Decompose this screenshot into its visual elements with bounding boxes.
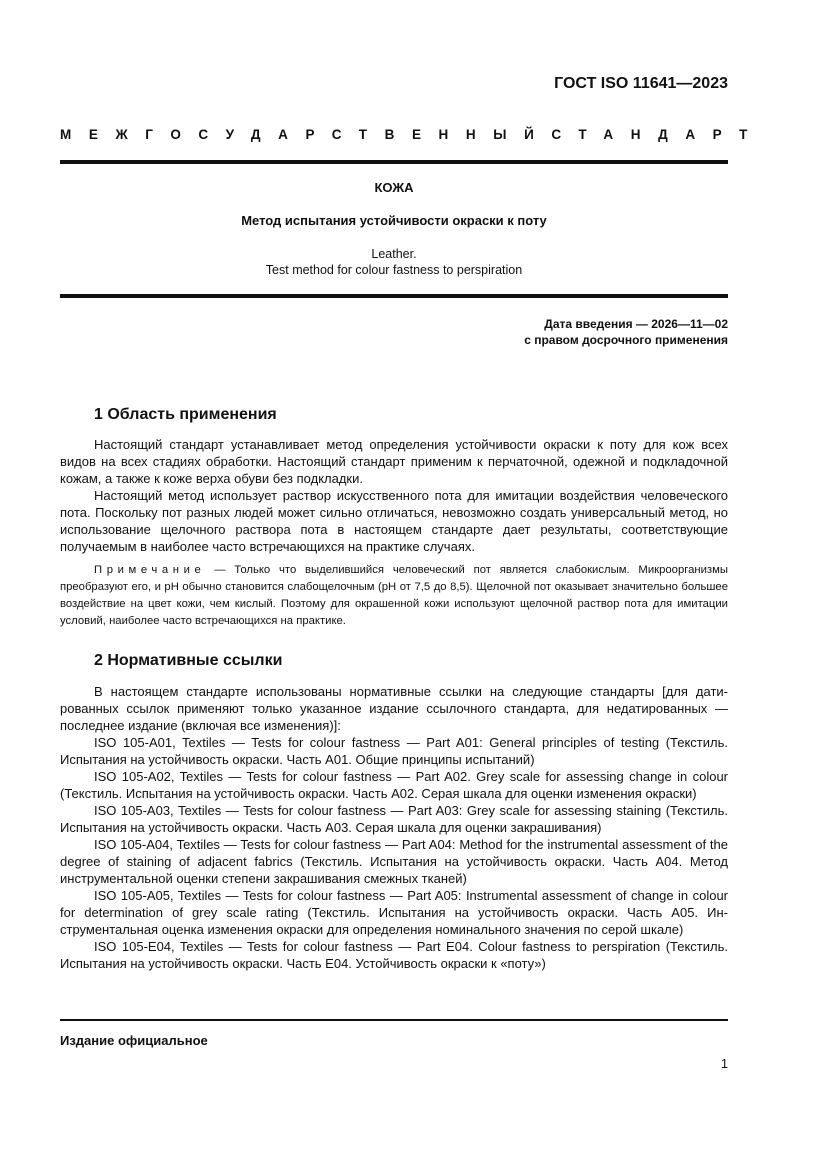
introduction-date — [524, 316, 728, 348]
section-1-paragraph: Настоящий метод использует раствор искусственного пота для имитации воздействия человеческого пота. Поскольку пот разных людей может сильно отличаться, невозможно создать универсальный метод, но использование щелочного раствора пота в настоящем стандарте дает результаты, соответствующие получаемым в наиболее часто встречающихся на практике случаях. — [60, 488, 728, 554]
reference-item: ISO 105-A01, Textiles — Tests for colour fastness — Part A01: General principles of testing (Текстиль. Испытания на устойчивость окраски. Часть A01. Общие принципы испытаний) — [60, 735, 728, 767]
banner-word-interstate: МЕЖГОСУДАРСТВЕННЫЙ — [60, 127, 552, 142]
document-number: ГОСТ ISO 11641—2023 — [554, 75, 728, 92]
reference-item: ISO 105-A04, Textiles — Tests for colour fastness — Part A04: Method for the instrumental assessment of the degree of staining of adjacent fabrics (Текстиль. Испытания на устойчивость окраски. Часть A04. Метод инструментальной оценки степени закрашивания смежных тканей) — [60, 837, 728, 886]
reference-item: ISO 105-A03, Textiles — Tests for colour fastness — Part A03: Grey scale for assessing staining (Текстиль. Испытания на устойчивость окраски. Часть A03. Серая шкала для оценки закрашивания) — [60, 803, 728, 835]
introduction-date-line1: Дата введения — 2026—11—02 — [544, 317, 728, 331]
interstate-standard-banner — [60, 127, 765, 142]
reference-item: ISO 105-A02, Textiles — Tests for colour fastness — Part A02. Grey scale for assessing change in colour (Текстиль. Испытания на устойчивость окраски. Часть A02. Серая шкала для оценки изменения окраски) — [60, 769, 728, 801]
introduction-date-line2: с правом досрочного применения — [524, 333, 728, 347]
section-2-body — [60, 683, 728, 972]
footer-divider — [60, 1019, 728, 1021]
banner-word-standard: СТАНДАРТ — [551, 127, 765, 142]
document-subtitle: Метод испытания устойчивости окраски к поту — [241, 213, 547, 228]
english-title-line2: Test method for colour fastness to perspiration — [265, 263, 523, 277]
title-divider — [60, 294, 728, 298]
reference-item: ISO 105-A05, Textiles — Tests for colour fastness — Part A05: Instrumental assessment of change in colour for determination of grey scale rating (Текстиль. Испытания на устойчивость окраски. Часть A05. Инструментальная оценка изменения окраски для определения номинального значения по серой шкале) — [60, 888, 728, 937]
section-1-paragraph: Настоящий стандарт устанавливает метод определения устойчивости окраски к поту для кож всех видов на всех стадиях обработки. Настоящий стандарт применим к перчаточной, одежной и подкладочной кожам, а также к коже верха обуви без подкладки. — [60, 437, 728, 486]
note-label: Примечание — [94, 564, 206, 576]
note-text: — Только что выделившийся человеческий пот является слабокислым. Микроорганизмы преобразуют его, и pH обычно становится слабощелочным (pH от 7,5 до 8,5). Щелочной пот оказывает значительно большее воздействие на цвет кожи, чем кислый. Поэтому для окрашенной кожи используют щелочной раствор пота для имитации условий, наиболее часто встречающихся на практике. — [60, 564, 728, 627]
section-1-note — [60, 562, 728, 630]
section-2-heading: 2 Нормативные ссылки — [94, 652, 283, 669]
english-title — [60, 246, 728, 278]
reference-item: ISO 105-E04, Textiles — Tests for colour fastness — Part E04. Colour fastness to perspiration (Текстиль. Испытания на устойчивость окраски. Часть E04. Устойчивость окраски к «поту») — [60, 939, 728, 971]
document-title: КОЖА — [374, 180, 414, 195]
english-title-line1: Leather. — [371, 247, 417, 261]
section-1-heading: 1 Область применения — [94, 406, 277, 423]
official-edition-label: Издание официальное — [60, 1033, 208, 1048]
header-divider — [60, 160, 728, 164]
section-1-body — [60, 436, 728, 555]
section-2-paragraph: В настоящем стандарте использованы нормативные ссылки на следующие стандарты [для датированных ссылок применяют только указанное издание ссылочного стандарта, для недатированных — последнее издание (включая все изменения)]: — [60, 684, 728, 733]
page-number: 1 — [721, 1057, 728, 1071]
